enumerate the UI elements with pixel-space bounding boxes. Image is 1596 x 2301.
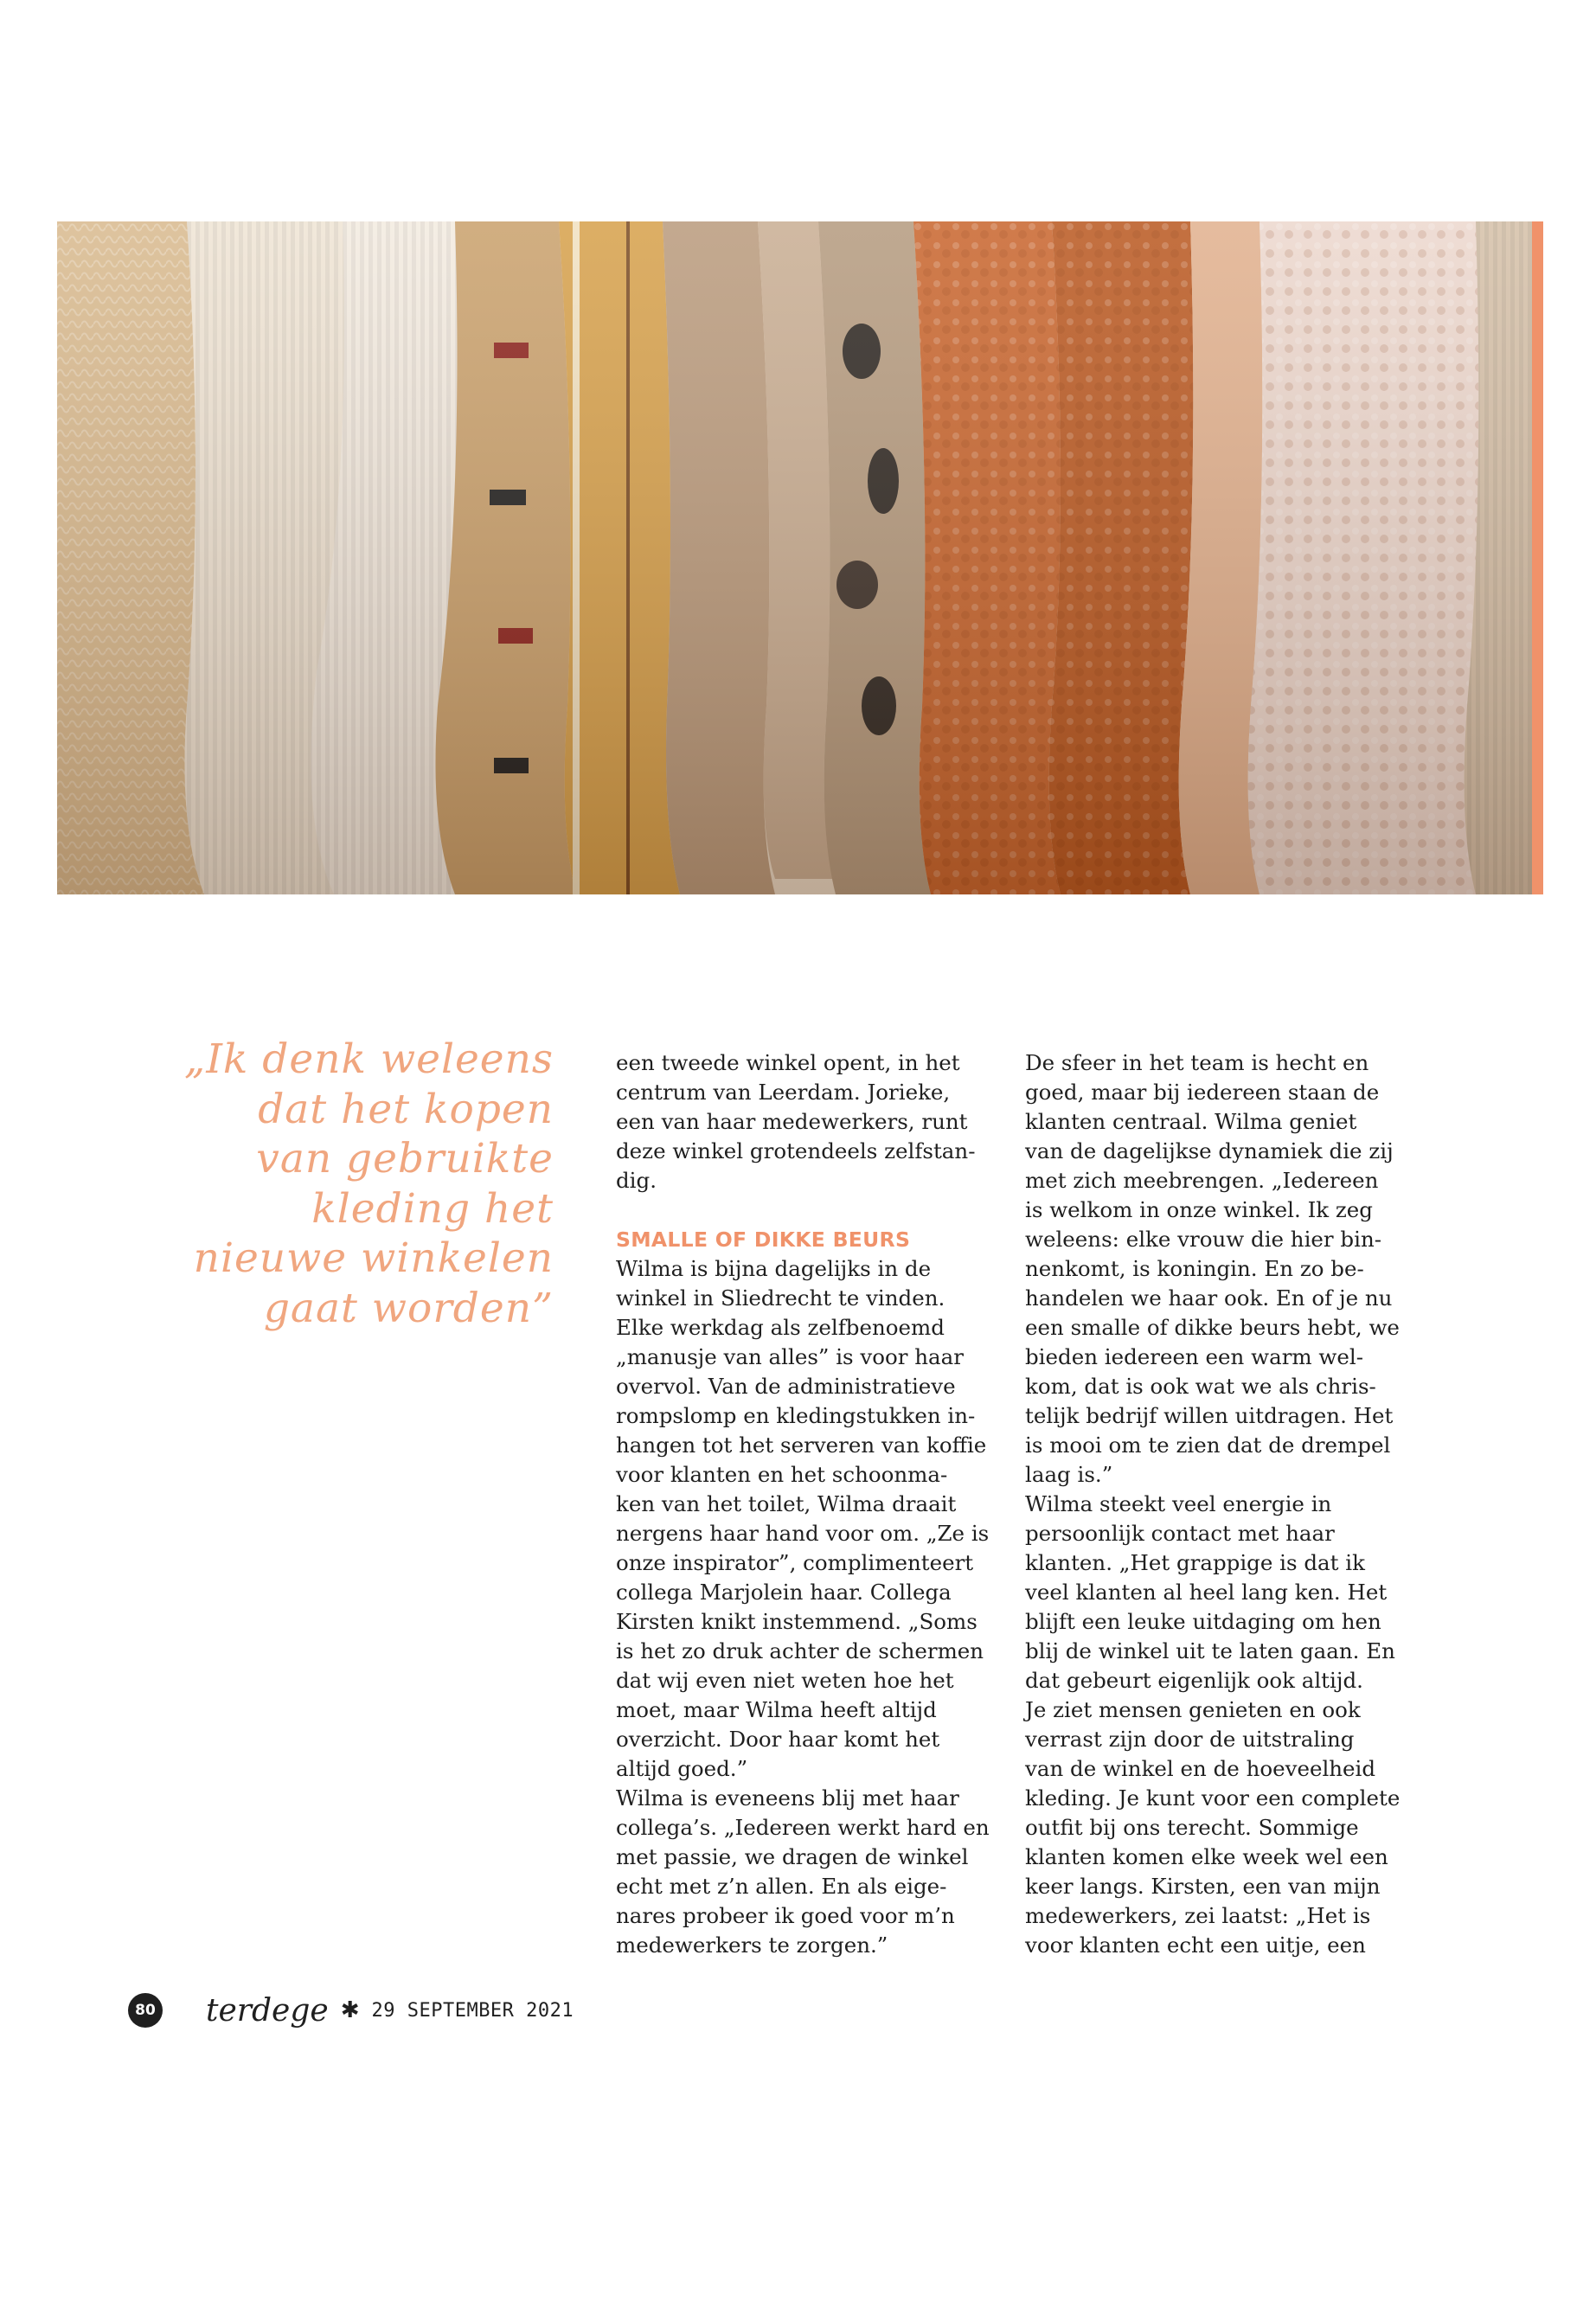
body-line: nergens haar hand voor om. „Ze is — [616, 1521, 990, 1546]
body-line: overvol. Van de administratieve — [616, 1374, 956, 1399]
body-line: met zich meebrengen. „Iedereen — [1025, 1168, 1379, 1193]
body-line: dat wij even niet weten hoe het — [616, 1668, 954, 1693]
pull-quote-line: „Ik denk weleens — [183, 1035, 554, 1083]
body-line: hangen tot het serveren van koffie — [616, 1433, 987, 1458]
body-line: Elke werkdag als zelfbenoemd — [616, 1315, 945, 1340]
body-line: outfit bij ons terecht. Sommige — [1025, 1815, 1359, 1840]
photo-accent-bar — [1532, 221, 1543, 894]
body-line: met passie, we dragen de winkel — [616, 1844, 969, 1869]
body-line: collega’s. „Iedereen werkt hard en — [616, 1815, 990, 1840]
pull-quote-line: van gebruikte — [256, 1135, 554, 1183]
body-line: van de winkel en de hoeveelheid — [1025, 1756, 1376, 1781]
body-line: collega Marjolein haar. Collega — [616, 1580, 952, 1605]
body-line: De sfeer in het team is hecht en — [1025, 1050, 1369, 1075]
body-line: Wilma is bijna dagelijks in de — [616, 1256, 932, 1281]
body-line: dat gebeurt eigenlijk ook altijd. — [1025, 1668, 1363, 1693]
body-line: dig. — [616, 1168, 657, 1193]
pull-quote-line: dat het kopen — [258, 1085, 554, 1133]
body-line: bieden iedereen een warm wel- — [1025, 1344, 1364, 1369]
body-line: telijk bedrijf willen uitdragen. Het — [1025, 1403, 1394, 1428]
pull-quote-line: gaat worden” — [263, 1284, 554, 1332]
asterisk-icon: ✱ — [340, 1997, 360, 2023]
body-line: voor klanten echt een uitje, een — [1025, 1932, 1366, 1958]
body-line: centrum van Leerdam. Jorieke, — [616, 1080, 951, 1105]
pull-quote-line: nieuwe winkelen — [193, 1234, 554, 1282]
body-line: is welkom in onze winkel. Ik zeg — [1025, 1197, 1373, 1222]
body-line: „manusje van alles” is voor haar — [616, 1344, 964, 1369]
body-line: kom, dat is ook wat we als chris- — [1025, 1374, 1376, 1399]
paragraph-gap — [616, 1195, 988, 1225]
body-line: is mooi om te zien dat de drempel — [1025, 1433, 1391, 1458]
body-line: Wilma is eveneens blij met haar — [616, 1785, 959, 1811]
body-line: blijft een leuke uitdaging om hen — [1025, 1609, 1381, 1634]
body-line: Kirsten knikt instemmend. „Soms — [616, 1609, 977, 1634]
body-line: keer langs. Kirsten, een van mijn — [1025, 1874, 1381, 1899]
body-line: moet, maar Wilma heeft altijd — [616, 1697, 937, 1722]
body-line: een tweede winkel opent, in het — [616, 1050, 960, 1075]
body-line: altijd goed.” — [616, 1756, 748, 1781]
body-line: weleens: elke vrouw die hier bin- — [1025, 1227, 1382, 1252]
body-line: nares probeer ik goed voor m’n — [616, 1903, 955, 1928]
body-line: klanten. „Het grappige is dat ik — [1025, 1550, 1365, 1575]
body-line: veel klanten al heel lang ken. Het — [1025, 1580, 1388, 1605]
body-line: voor klanten en het schoonma- — [616, 1462, 948, 1487]
body-line: klanten centraal. Wilma geniet — [1025, 1109, 1357, 1134]
page-number-badge: 80 — [128, 1993, 163, 2028]
body-line: echt met z’n allen. En als eige- — [616, 1874, 947, 1899]
body-line: overzicht. Door haar komt het — [616, 1727, 940, 1752]
article-column-2 — [1025, 1048, 1406, 1960]
body-line: Je ziet mensen genieten en ook — [1025, 1697, 1361, 1722]
body-line: Wilma steekt veel energie in — [1025, 1491, 1332, 1516]
issue-date: 29 SEPTEMBER 2021 — [371, 1999, 574, 2022]
body-line: verrast zijn door de uitstraling — [1025, 1727, 1355, 1752]
pull-quote-line: kleding het — [311, 1184, 554, 1233]
body-line: onze inspirator”, complimenteert — [616, 1550, 974, 1575]
body-line: laag is.” — [1025, 1462, 1113, 1487]
body-line: rompslomp en kledingstukken in- — [616, 1403, 976, 1428]
section-subheading: SMALLE OF DIKKE BEURS — [616, 1227, 911, 1252]
body-line: handelen we haar ook. En of je nu — [1025, 1285, 1393, 1311]
body-line: kleding. Je kunt voor een complete — [1025, 1785, 1401, 1811]
body-line: goed, maar bij iedereen staan de — [1025, 1080, 1380, 1105]
article-column-1 — [616, 1048, 988, 1960]
body-line: persoonlijk contact met haar — [1025, 1521, 1335, 1546]
body-line: een smalle of dikke beurs hebt, we — [1025, 1315, 1400, 1340]
page-footer — [128, 1991, 574, 2029]
body-line: deze winkel grotendeels zelfstan- — [616, 1138, 976, 1163]
body-line: winkel in Sliedrecht te vinden. — [616, 1285, 945, 1311]
body-line: een van haar medewerkers, runt — [616, 1109, 968, 1134]
body-line: blij de winkel uit te laten gaan. En — [1025, 1638, 1395, 1663]
folded-knitwear-illustration — [57, 221, 1543, 894]
body-line: medewerkers, zei laatst: „Het is — [1025, 1903, 1371, 1928]
body-line: nenkomt, is koningin. En zo be- — [1025, 1256, 1364, 1281]
body-line: is het zo druk achter de schermen — [616, 1638, 984, 1663]
body-line: medewerkers te zorgen.” — [616, 1932, 888, 1958]
body-line: klanten komen elke week wel een — [1025, 1844, 1388, 1869]
pull-quote — [173, 1035, 554, 1333]
magazine-logo: terdege — [206, 1992, 329, 2029]
body-line: ken van het toilet, Wilma draait — [616, 1491, 957, 1516]
knitwear-photo — [57, 221, 1543, 894]
body-line: van de dagelijkse dynamiek die zij — [1025, 1138, 1394, 1163]
